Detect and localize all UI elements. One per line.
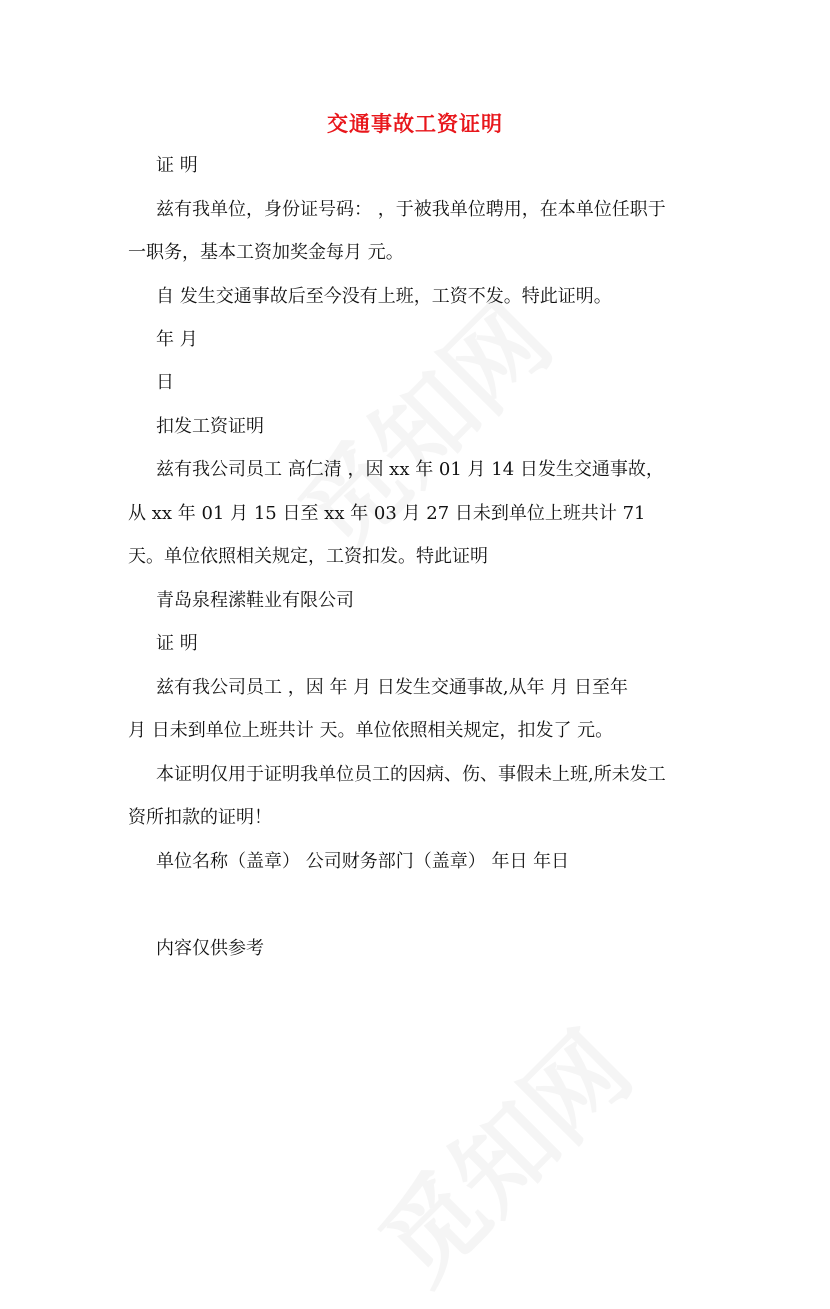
heading-certificate: 证 明 bbox=[156, 155, 198, 176]
date-line: 年 月 bbox=[156, 329, 198, 350]
paragraph-line: 从 xx 年 01 月 15 日至 xx 年 03 月 27 日未到单位上班共计 71 bbox=[128, 503, 646, 524]
paragraph-line: 一职务，基本工资加奖金每月 元。 bbox=[128, 242, 404, 263]
paragraph-line: 本证明仅用于证明我单位员工的因病、伤、事假未上班,所未发工 bbox=[156, 764, 666, 785]
paragraph-line: 资所扣款的证明！ bbox=[128, 807, 272, 828]
date-line: 日 bbox=[156, 372, 174, 393]
company-name: 青岛泉程潆鞋业有限公司 bbox=[156, 590, 354, 611]
signature-line: 单位名称（盖章） 公司财务部门（盖章） 年日 年日 bbox=[156, 851, 570, 872]
paragraph-line: 月 日未到单位上班共计 天。单位依照相关规定，扣发了 元。 bbox=[128, 720, 614, 741]
document-title: 交通事故工资证明 bbox=[327, 111, 503, 136]
paragraph-line: 兹有我公司员工 ，因 年 月 日发生交通事故,从年 月 日至年 bbox=[156, 677, 629, 698]
heading-deduction: 扣发工资证明 bbox=[156, 416, 264, 437]
paragraph-line: 兹有我公司员工 高仁清 ，因 xx 年 01 月 14 日发生交通事故， bbox=[156, 459, 664, 480]
footer-note: 内容仅供参考 bbox=[156, 938, 264, 959]
heading-certificate: 证 明 bbox=[156, 633, 198, 654]
paragraph-line: 自 发生交通事故后至今没有上班，工资不发。特此证明。 bbox=[156, 286, 612, 307]
paragraph-line: 天。单位依照相关规定，工资扣发。特此证明 bbox=[128, 546, 488, 567]
watermark bbox=[343, 995, 657, 1309]
paragraph-line: 兹有我单位，身份证号码： ，于被我单位聘用，在本单位任职于 bbox=[156, 199, 666, 220]
